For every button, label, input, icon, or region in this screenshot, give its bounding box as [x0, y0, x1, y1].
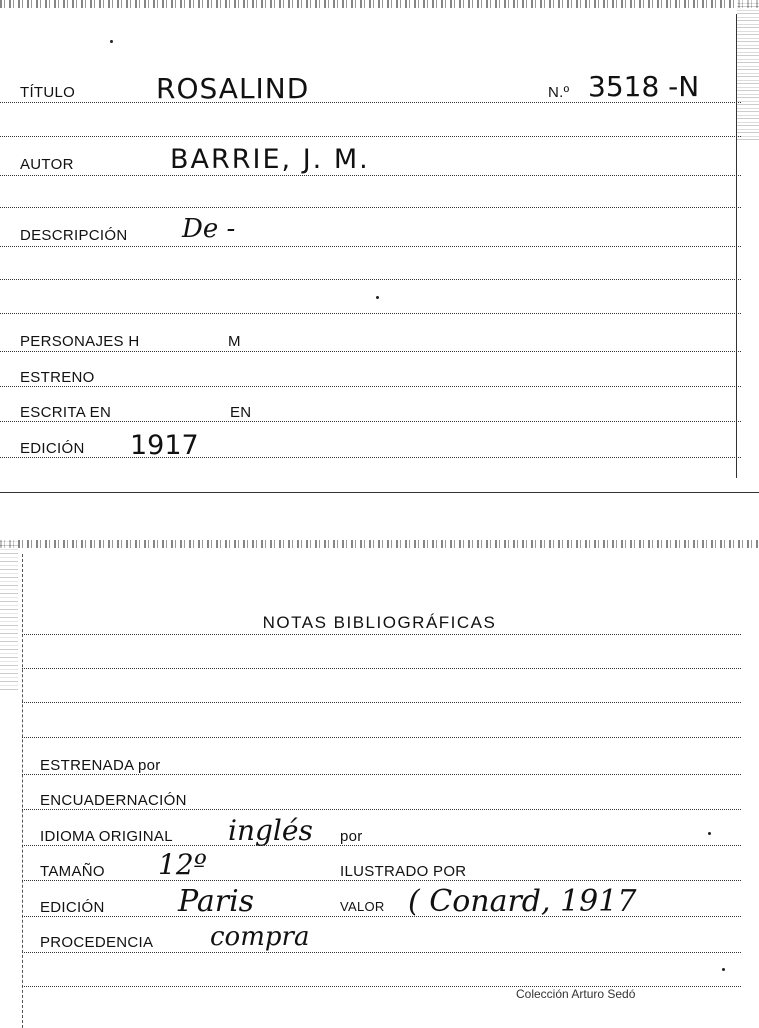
scan-speck [376, 296, 379, 299]
form-line [0, 207, 741, 208]
form-line [0, 279, 741, 280]
edicion-back-label: EDICIÓN [40, 899, 105, 916]
escrita-label: ESCRITA EN [20, 404, 112, 421]
idioma-por-label: por [340, 828, 363, 845]
edicion-label: EDICIÓN [20, 440, 85, 457]
descripcion-label: DESCRIPCIÓN [20, 227, 128, 244]
personajes-m-label: M [228, 333, 241, 350]
form-line [22, 809, 741, 810]
scan-edge [0, 540, 759, 548]
escrita-en-label: EN [230, 404, 252, 421]
numero-value: 3518 -N [588, 70, 700, 103]
edicion-value: 1917 [130, 430, 199, 461]
form-line [0, 175, 741, 176]
autor-label: AUTOR [20, 156, 74, 173]
tamano-label: TAMAÑO [40, 863, 105, 880]
form-line [22, 880, 741, 881]
form-line [0, 102, 741, 103]
form-line [0, 313, 741, 314]
scan-speck [110, 40, 113, 43]
form-line [0, 386, 741, 387]
card-bottom-edge [0, 492, 759, 493]
procedencia-label: PROCEDENCIA [40, 934, 154, 951]
form-line [22, 702, 741, 703]
catalog-card-front [0, 0, 759, 498]
form-line [22, 737, 741, 738]
form-line [22, 634, 741, 635]
catalog-card-back [0, 540, 759, 1028]
numero-label: N.º [548, 84, 570, 101]
personajes-label: PERSONAJES H [20, 333, 140, 350]
ilustrado-label: ILUSTRADO POR [340, 863, 467, 880]
scan-edge [737, 0, 759, 140]
form-line [22, 952, 741, 953]
coleccion-footer: Colección Arturo Sedó [516, 987, 636, 1001]
notas-heading: NOTAS BIBLIOGRÁFICAS [262, 613, 497, 632]
scan-edge [0, 0, 759, 8]
form-line [0, 246, 741, 247]
encuadernacion-label: ENCUADERNACIÓN [40, 792, 187, 809]
idioma-label: IDIOMA ORIGINAL [40, 828, 173, 845]
form-line [22, 916, 741, 917]
idioma-value: inglés [228, 814, 313, 847]
autor-value: BARRIE, J. M. [170, 144, 370, 175]
scan-speck [708, 832, 711, 835]
procedencia-value: compra [210, 922, 310, 952]
form-line [22, 774, 741, 775]
valor-label: VALOR [340, 899, 385, 914]
form-line [0, 351, 741, 352]
titulo-label: TÍTULO [20, 84, 76, 101]
titulo-value: ROSALIND [156, 72, 310, 105]
scan-speck [722, 968, 725, 971]
descripcion-value: De - [182, 214, 236, 244]
form-line [22, 668, 741, 669]
estrenada-label: ESTRENADA por [40, 757, 161, 774]
form-line [0, 457, 741, 458]
form-line [0, 421, 741, 422]
edicion-back-value: Paris [178, 884, 255, 919]
tamano-value: 12º [158, 848, 207, 881]
form-line [0, 136, 741, 137]
form-line [22, 845, 741, 846]
estreno-label: ESTRENO [20, 369, 95, 386]
valor-value: ( Conard, 1917 [408, 884, 637, 919]
